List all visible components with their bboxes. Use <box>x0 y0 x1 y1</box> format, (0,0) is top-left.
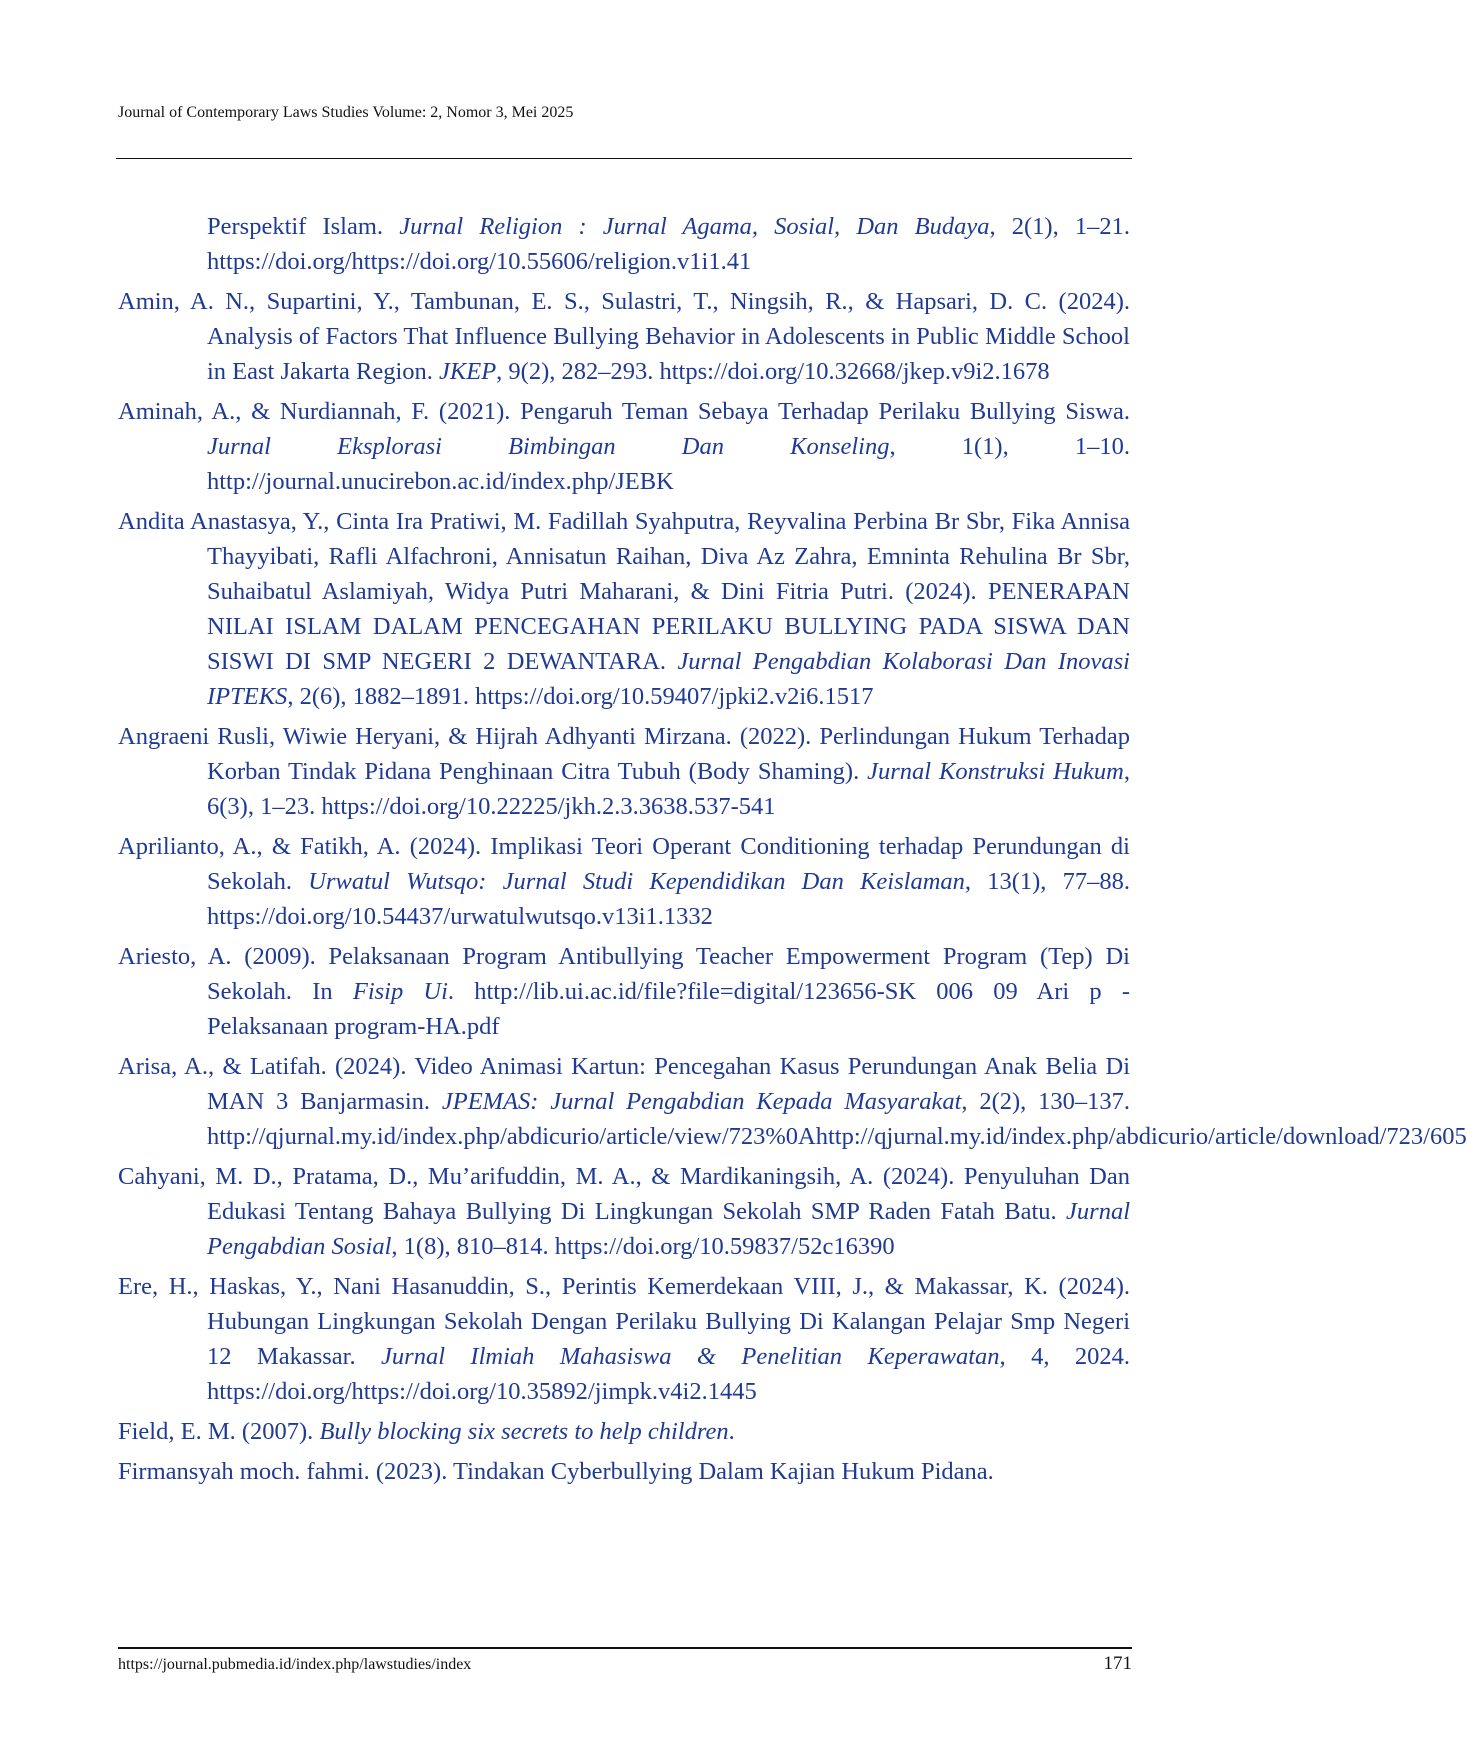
reference-entry <box>118 719 1130 824</box>
reference-text: Andita Anastasya, Y., Cinta Ira Pratiwi, M. Fadillah Syahputra, Reyvalina Perbina Br Sbr, Fika Annisa Thayyibati, Rafli Alfachroni, Annisatun Raihan, Diva Az Zahra, Emninta Rehulina Br Sbr, Suhaibatul Aslamiyah, Widya Putri Maharani, & Dini Fitria Putri. (2024). PENERAPAN NILAI ISLAM DALAM PENCEGAHAN PERILAKU BULLYING PADA SISWA DAN SISWI DI SMP NEGERI 2 DEWANTARA. <box>118 508 1130 675</box>
journal-title: JKEP <box>439 358 497 385</box>
header-divider <box>116 158 1132 159</box>
reference-list <box>118 209 1467 1494</box>
reference-text: Perspektif Islam. <box>207 213 400 240</box>
reference-entry <box>118 1269 1130 1409</box>
reference-details: . http://lib.ui.ac.id/file?file=digital/123656-SK 006 09 Ari p - Pelaksanaan program-HA.pdf <box>207 978 1130 1040</box>
reference-details: , 1(8), 810–814. https://doi.org/10.59837/52c16390 <box>391 1233 895 1260</box>
reference-text: Angraeni Rusli, Wiwie Heryani, & Hijrah Adhyanti Mirzana. (2022). Perlindungan Hukum Terhadap Korban Tindak Pidana Penghinaan Citra Tubuh (Body Shaming). <box>118 723 1130 785</box>
journal-title: Jurnal Ilmiah Mahasiswa & Penelitian Keperawatan <box>381 1343 1000 1370</box>
reference-entry <box>118 1414 1130 1449</box>
reference-text: Field, E. M. (2007). <box>118 1418 320 1445</box>
reference-details: , 2(2), 130–137. http://qjurnal.my.id/index.php/abdicurio/article/view/723%0Ahttp://qjurnal.my.id/index.php/abdicurio/article/download/723/605 <box>207 1088 1467 1150</box>
reference-details: , 2(1), 1–21. https://doi.org/https://doi.org/10.55606/religion.v1i1.41 <box>207 213 1130 275</box>
journal-title: Urwatul Wutsqo: Jurnal Studi Kependidikan Dan Keislaman <box>308 868 965 895</box>
reference-details: , 9(2), 282–293. https://doi.org/10.32668/jkep.v9i2.1678 <box>496 358 1050 385</box>
reference-text: Ariesto, A. (2009). Pelaksanaan Program Antibullying Teacher Empowerment Program (Tep) Di Sekolah. In <box>118 943 1130 1005</box>
reference-entry <box>118 284 1130 389</box>
journal-title: Jurnal Religion : Jurnal Agama, Sosial, Dan Budaya <box>399 213 990 240</box>
reference-text: Cahyani, M. D., Pratama, D., Mu’arifuddin, M. A., & Mardikaningsih, A. (2024). Penyuluhan Dan Edukasi Tentang Bahaya Bullying Di Lingkungan Sekolah SMP Raden Fatah Batu. <box>118 1163 1130 1225</box>
journal-title: Fisip Ui <box>352 978 448 1005</box>
footer-url: https://journal.pubmedia.id/index.php/lawstudies/index <box>118 1656 472 1673</box>
reference-text: Aprilianto, A., & Fatikh, A. (2024). Implikasi Teori Operant Conditioning terhadap Perundungan di Sekolah. <box>118 833 1130 895</box>
reference-entry <box>118 1159 1130 1264</box>
journal-title: Jurnal Pengabdian Sosial <box>207 1198 1130 1260</box>
journal-title: Bully blocking six secrets to help children <box>319 1418 729 1445</box>
journal-title: JPEMAS: Jurnal Pengabdian Kepada Masyarakat <box>441 1088 962 1115</box>
reference-text: Ere, H., Haskas, Y., Nani Hasanuddin, S., Perintis Kemerdekaan VIII, J., & Makassar, K. (2024). Hubungan Lingkungan Sekolah Dengan Perilaku Bullying Di Kalangan Pelajar Smp Negeri 12 Makassar. <box>118 1273 1130 1370</box>
reference-entry <box>118 394 1130 499</box>
journal-title: Jurnal Konstruksi Hukum <box>867 758 1124 785</box>
reference-details: , 13(1), 77–88. https://doi.org/10.54437/urwatulwutsqo.v13i1.1332 <box>207 868 1130 930</box>
reference-entry <box>118 829 1130 934</box>
reference-text: Amin, A. N., Supartini, Y., Tambunan, E. S., Sulastri, T., Ningsih, R., & Hapsari, D. C. (2024). Analysis of Factors That Influence Bullying Behavior in Adolescents in Public Middle School in East Jakarta Region. <box>118 288 1130 385</box>
journal-title: Jurnal Eksplorasi Bimbingan Dan Konseling <box>207 433 890 460</box>
reference-details: . <box>728 1418 735 1445</box>
reference-text: Aminah, A., & Nurdiannah, F. (2021). Pengaruh Teman Sebaya Terhadap Perilaku Bullying Siswa. <box>118 398 1130 425</box>
footer-divider <box>118 1647 1132 1649</box>
reference-entry <box>118 1454 1130 1489</box>
reference-details: , 4, 2024. https://doi.org/https://doi.org/10.35892/jimpk.v4i2.1445 <box>207 1343 1131 1405</box>
reference-entry <box>118 209 1130 279</box>
page-number: 171 <box>1103 1653 1132 1674</box>
reference-details: , 6(3), 1–23. https://doi.org/10.22225/jkh.2.3.3638.537-541 <box>207 758 1130 820</box>
reference-entry <box>118 504 1130 714</box>
reference-text: Firmansyah moch. fahmi. (2023). Tindakan Cyberbullying Dalam Kajian Hukum Pidana. <box>118 1458 994 1485</box>
running-header: Journal of Contemporary Laws Studies Volume: 2, Nomor 3, Mei 2025 <box>118 104 574 121</box>
journal-title: Jurnal Pengabdian Kolaborasi Dan Inovasi IPTEKS <box>207 648 1130 710</box>
reference-entry <box>118 1049 1467 1154</box>
reference-details: , 1(1), 1–10. http://journal.unucirebon.ac.id/index.php/JEBK <box>207 433 1130 495</box>
reference-entry <box>118 939 1130 1044</box>
reference-text: Arisa, A., & Latifah. (2024). Video Animasi Kartun: Pencegahan Kasus Perundungan Anak Belia Di MAN 3 Banjarmasin. <box>118 1053 1130 1115</box>
reference-details: , 2(6), 1882–1891. https://doi.org/10.59407/jpki2.v2i6.1517 <box>287 683 874 710</box>
